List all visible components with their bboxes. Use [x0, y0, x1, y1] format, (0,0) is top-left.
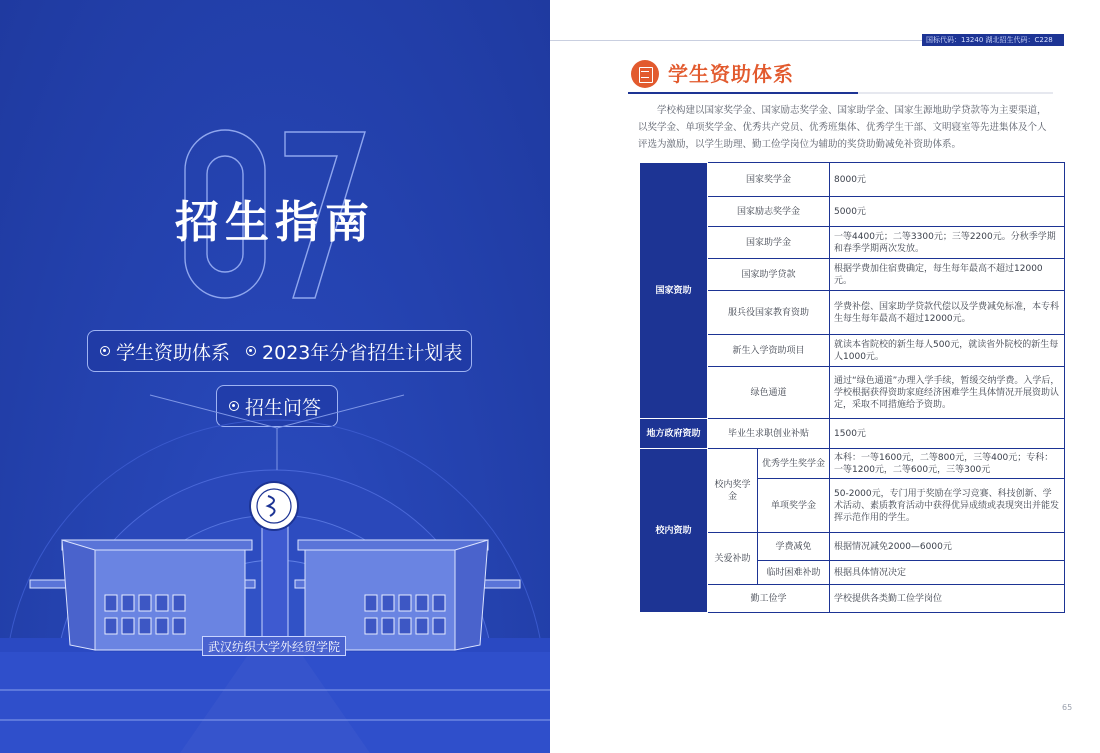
link-enrollment-plan[interactable]: 2023年分省招生计划表 [262, 341, 463, 364]
item-desc: 根据学费加住宿费确定，每生每年最高不超过12000元。 [830, 259, 1065, 291]
campus-gate-illustration [0, 390, 550, 753]
chapter-title: 招生指南 [175, 197, 375, 248]
section-divider [628, 92, 1053, 94]
table-row [640, 163, 1065, 197]
item-desc: 学费补偿、国家助学贷款代偿以及学费减免标准，本专科生每生每年最高不超过12000元。 [830, 291, 1065, 335]
document-icon [631, 60, 659, 88]
item-desc: 8000元 [830, 163, 1065, 197]
item-name: 服兵役国家教育资助 [708, 291, 830, 335]
bullet-icon [246, 346, 256, 356]
item-name: 国家奖学金 [708, 163, 830, 197]
category-cell: 国家资助 [640, 163, 708, 419]
item-name: 优秀学生奖学金 [758, 449, 830, 479]
item-desc: 根据情况减免2000—6000元 [830, 533, 1065, 561]
item-desc: 学校提供各类勤工俭学岗位 [830, 585, 1065, 613]
subcategory-cell: 校内奖学金 [708, 449, 758, 533]
college-emblem-icon [248, 480, 300, 532]
item-desc: 5000元 [830, 197, 1065, 227]
item-desc: 根据具体情况决定 [830, 561, 1065, 585]
item-name: 绿色通道 [708, 367, 830, 419]
aid-table [639, 162, 1065, 613]
link-faq[interactable]: 招生问答 [245, 396, 322, 419]
table-row [640, 419, 1065, 449]
item-desc: 一等4400元；二等3300元；三等2200元。分秋季学期和春季学期两次发放。 [830, 227, 1065, 259]
item-desc: 1500元 [830, 419, 1065, 449]
item-name: 毕业生求职创业补贴 [708, 419, 830, 449]
page-number: 65 [1062, 703, 1073, 712]
content-page [550, 0, 1100, 753]
intro-paragraph: 学校构建以国家奖学金、国家励志奖学金、国家助学金、国家生源地助学贷款等为主要渠道，以奖学金、单项奖学金、优秀共产党员、优秀班集体、优秀学生干部、文明寝室等先进集体及个人评选为激励，以学生助理、勤工俭学岗位为辅助的奖贷助勤减免补资助体系。 [638, 105, 1047, 150]
item-desc: 就读本省院校的新生每人500元，就读省外院校的新生每人1000元。 [830, 335, 1065, 367]
item-name: 勤工俭学 [708, 585, 830, 613]
category-cell: 地方政府资助 [640, 419, 708, 449]
item-name: 国家助学贷款 [708, 259, 830, 291]
link-student-aid[interactable]: 学生资助体系 [116, 341, 231, 364]
category-cell: 校内资助 [640, 449, 708, 613]
header-codes: 国标代码：13240 湖北招生代码：C228 [922, 34, 1064, 46]
item-name: 学费减免 [758, 533, 830, 561]
item-name: 国家助学金 [708, 227, 830, 259]
subcategory-cell: 关爱补助 [708, 533, 758, 585]
item-name: 单项奖学金 [758, 479, 830, 533]
bullet-icon [100, 346, 110, 356]
table-row [640, 449, 1065, 479]
section-title: 学生资助体系 [668, 62, 794, 86]
item-name: 临时困难补助 [758, 561, 830, 585]
item-desc: 50-2000元，专门用于奖励在学习竞赛、科技创新、学术活动、素质教育活动中获得优异成绩或表现突出并能发挥示范作用的学生。 [830, 479, 1065, 533]
item-name: 国家励志奖学金 [708, 197, 830, 227]
gate-sign: 武汉纺织大学外经贸学院 [202, 636, 346, 656]
item-desc: 本科：一等1600元，二等800元，三等400元；专科：一等1200元，二等600元，三等300元 [830, 449, 1065, 479]
item-desc: 通过“绿色通道”办理入学手续，暂缓交纳学费。入学后，学校根据获得资助家庭经济困难学生具体情况开展资助认定，采取不同措施给予资助。 [830, 367, 1065, 419]
item-name: 新生入学资助项目 [708, 335, 830, 367]
links-row [87, 330, 472, 372]
header-rule [550, 40, 922, 41]
